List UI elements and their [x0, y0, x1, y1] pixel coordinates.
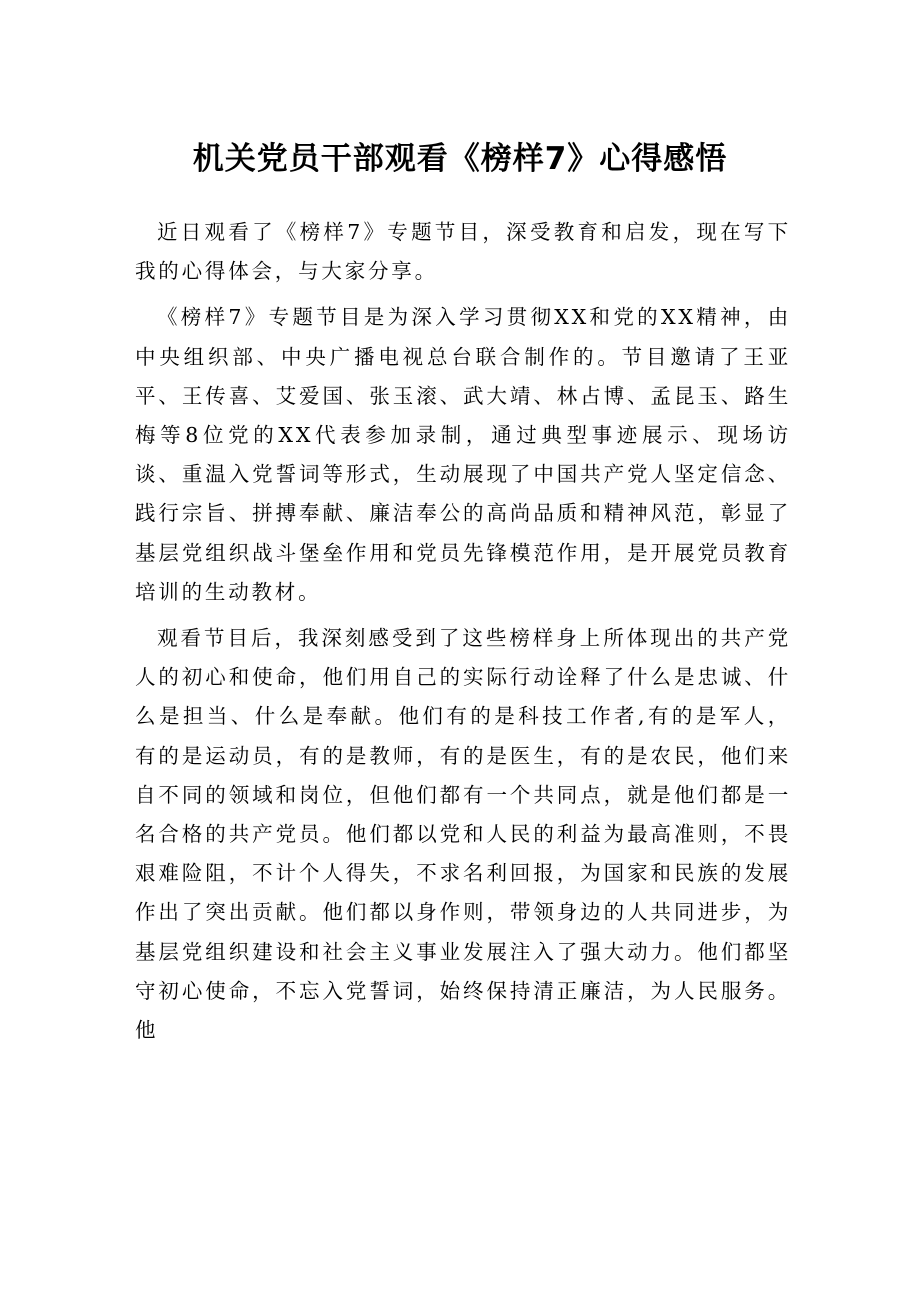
paragraph-program-description: 《榜样7》专题节目是为深入学习贯彻XX和党的XX精神，由中央组织部、中央广播电视总台联合制作的。节目邀请了王亚平、王传喜、艾爱国、张玉滚、武大靖、林占博、孟昆玉、路生梅等8位党的XX代表参加录制，通过典型事迹展示、现场访谈、重温入党誓词等形式，生动展现了中国共产党人坚定信念、践行宗旨、拼搏奉献、廉洁奉公的高尚品质和精神风范，彰显了基层党组织战斗堡垒作用和党员先锋模范作用，是开展党员教育培训的生动教材。 [135, 305, 791, 604]
document-title: 机关党员干部观看《榜样7》心得感悟 [192, 141, 728, 177]
document-body [135, 213, 791, 1050]
paragraph-intro: 近日观看了《榜样7》专题节目，深受教育和启发，现在写下我的心得体会，与大家分享。 [135, 220, 791, 284]
paragraph-reflection: 观看节目后，我深刻感受到了这些榜样身上所体现出的共产党人的初心和使命，他们用自己的实际行动诠释了什么是忠诚、什么是担当、什么是奉献。他们有的是科技工作者,有的是军人，有的是运动员，有的是教师，有的是医生，有的是农民，他们来自不同的领域和岗位，但他们都有一个共同点，就是他们都是一名合格的共产党员。他们都以党和人民的利益为最高准则，不畏艰难险阻，不计个人得失，不求名利回报，为国家和民族的发展作出了突出贡献。他们都以身作则，带领身边的人共同进步，为基层党组织建设和社会主义事业发展注入了强大动力。他们都坚守初心使命，不忘入党誓词，始终保持清正廉洁，为人民服务。他 [135, 626, 791, 1043]
